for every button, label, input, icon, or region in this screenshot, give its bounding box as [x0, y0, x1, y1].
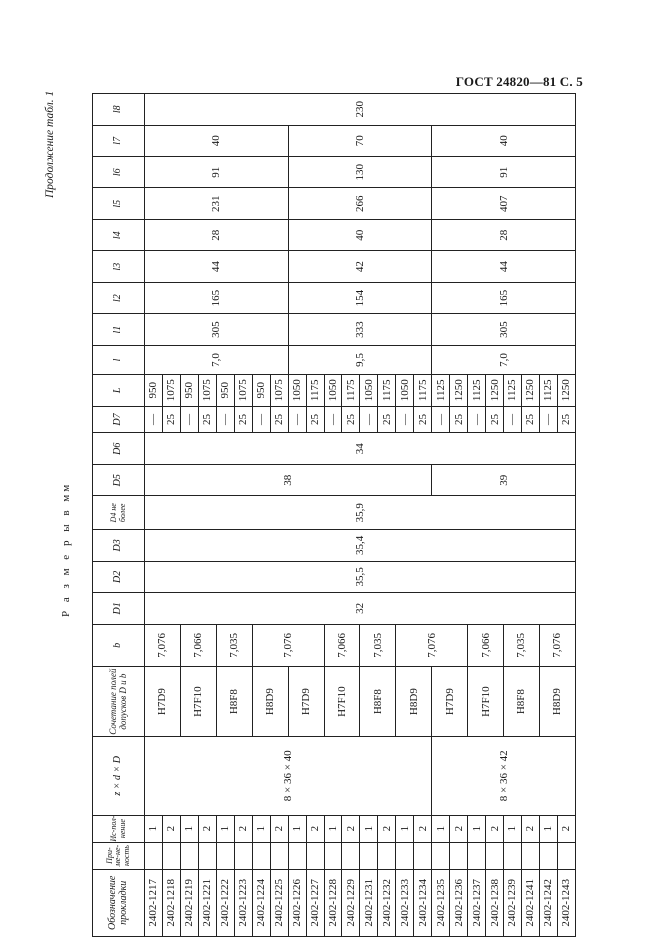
sochet-cell: H7D9: [288, 667, 324, 737]
L-cell: 1050: [288, 375, 306, 406]
D7-cell: —: [432, 406, 450, 433]
ispol-cell: 1: [360, 815, 378, 842]
L-cell: 1175: [342, 375, 360, 406]
L-cell: 1050: [324, 375, 342, 406]
l5-cell: 231: [145, 188, 289, 219]
sochet-cell: H8F8: [216, 667, 252, 737]
ispol-cell: 1: [539, 815, 557, 842]
b-cell: 7,035: [504, 624, 540, 667]
L-cell: 950: [145, 375, 163, 406]
col-D7: D7: [93, 406, 145, 433]
ispol-cell: 1: [468, 815, 486, 842]
ispol-cell: 1: [180, 815, 198, 842]
col-b: b: [93, 624, 145, 667]
l6-cell: 91: [432, 157, 576, 188]
b-cell: 7,066: [324, 624, 360, 667]
ispol-cell: 2: [234, 815, 252, 842]
col-l8: l8: [93, 94, 145, 126]
col-D3: D3: [93, 530, 145, 561]
l5-cell: 266: [288, 188, 432, 219]
oboz-cell: 2402-1235: [432, 869, 450, 936]
l4-cell: 28: [145, 219, 289, 250]
L-cell: 1075: [198, 375, 216, 406]
D7-cell: 25: [234, 406, 252, 433]
oboz-cell: 2402-1226: [288, 869, 306, 936]
oboz-cell: 2402-1221: [198, 869, 216, 936]
table-row: [145, 94, 163, 937]
L-cell: 1050: [396, 375, 414, 406]
D7-cell: —: [324, 406, 342, 433]
oboz-cell: 2402-1237: [468, 869, 486, 936]
D7-cell: 25: [414, 406, 432, 433]
col-sochet: Сочетание полей допусков D и b: [93, 667, 145, 737]
prim-cell: [414, 842, 432, 869]
oboz-cell: 2402-1234: [414, 869, 432, 936]
prim-cell: [252, 842, 270, 869]
ispol-cell: 1: [252, 815, 270, 842]
b-cell: 7,035: [216, 624, 252, 667]
prim-cell: [180, 842, 198, 869]
prim-cell: [468, 842, 486, 869]
l1-cell: 305: [432, 314, 576, 345]
oboz-cell: 2402-1223: [234, 869, 252, 936]
D7-cell: —: [504, 406, 522, 433]
b-cell: 7,035: [360, 624, 396, 667]
ispol-cell: 1: [504, 815, 522, 842]
b-cell: 7,076: [252, 624, 324, 667]
D7-cell: 25: [557, 406, 575, 433]
l6-cell: 91: [145, 157, 289, 188]
l3-cell: 44: [145, 251, 289, 282]
D7-cell: 25: [270, 406, 288, 433]
l4-cell: 40: [288, 219, 432, 250]
oboz-cell: 2402-1243: [557, 869, 575, 936]
prim-cell: [522, 842, 540, 869]
prim-cell: [504, 842, 522, 869]
ispol-cell: 1: [324, 815, 342, 842]
ispol-cell: 2: [342, 815, 360, 842]
l-cell: 7,0: [145, 345, 289, 374]
l7-cell: 70: [288, 125, 432, 156]
sochet-cell: H8F8: [360, 667, 396, 737]
prim-cell: [198, 842, 216, 869]
D7-cell: —: [216, 406, 234, 433]
L-cell: 950: [216, 375, 234, 406]
dimensions-table: [92, 93, 576, 937]
b-cell: 7,066: [468, 624, 504, 667]
sochet-cell: H7D9: [145, 667, 181, 737]
oboz-cell: 2402-1231: [360, 869, 378, 936]
prim-cell: [450, 842, 468, 869]
prim-cell: [162, 842, 180, 869]
table-wrapper: [92, 93, 575, 937]
ispol-cell: 2: [306, 815, 324, 842]
prim-cell: [306, 842, 324, 869]
oboz-cell: 2402-1225: [270, 869, 288, 936]
col-D1: D1: [93, 593, 145, 624]
ispol-cell: 2: [378, 815, 396, 842]
oboz-cell: 2402-1242: [539, 869, 557, 936]
col-l2: l2: [93, 282, 145, 313]
ispol-cell: 2: [414, 815, 432, 842]
L-cell: 1125: [432, 375, 450, 406]
prim-cell: [288, 842, 306, 869]
L-cell: 1125: [539, 375, 557, 406]
l2-cell: 154: [288, 282, 432, 313]
D7-cell: —: [539, 406, 557, 433]
oboz-cell: 2402-1238: [486, 869, 504, 936]
ispol-cell: 2: [486, 815, 504, 842]
oboz-cell: 2402-1228: [324, 869, 342, 936]
oboz-cell: 2402-1227: [306, 869, 324, 936]
L-cell: 1250: [522, 375, 540, 406]
l5-cell: 407: [432, 188, 576, 219]
b-cell: 7,076: [539, 624, 575, 667]
sochet-cell: H8D9: [396, 667, 432, 737]
col-oboz: Обозначение прокладки: [93, 869, 145, 936]
col-D6: D6: [93, 433, 145, 464]
D7-cell: —: [360, 406, 378, 433]
L-cell: 1075: [270, 375, 288, 406]
col-zdD: z × d × D: [93, 736, 145, 815]
prim-cell: [378, 842, 396, 869]
ispol-cell: 2: [162, 815, 180, 842]
col-l4: l4: [93, 219, 145, 250]
l-cell: 7,0: [432, 345, 576, 374]
ispol-cell: 2: [270, 815, 288, 842]
l8-cell: 230: [145, 94, 576, 126]
D2-cell: 35,5: [145, 561, 576, 592]
D3-cell: 35,4: [145, 530, 576, 561]
col-l5: l5: [93, 188, 145, 219]
col-l: l: [93, 345, 145, 374]
ispol-cell: 2: [198, 815, 216, 842]
l3-cell: 44: [432, 251, 576, 282]
table-caption: Продолжение табл. 1: [44, 90, 56, 198]
col-ispol: Ис-пол-нение: [93, 815, 145, 842]
l-cell: 9,5: [288, 345, 432, 374]
L-cell: 1175: [378, 375, 396, 406]
D7-cell: 25: [522, 406, 540, 433]
zdD-cell: 8 × 36 × 42: [432, 736, 576, 815]
D5-cell: 39: [432, 464, 576, 495]
col-D5: D5: [93, 464, 145, 495]
oboz-cell: 2402-1217: [145, 869, 163, 936]
prim-cell: [360, 842, 378, 869]
b-cell: 7,076: [396, 624, 468, 667]
zdD-cell: 8 × 36 × 40: [145, 736, 432, 815]
prim-cell: [557, 842, 575, 869]
oboz-cell: 2402-1241: [522, 869, 540, 936]
L-cell: 1175: [414, 375, 432, 406]
D7-cell: —: [145, 406, 163, 433]
sochet-cell: H7F10: [180, 667, 216, 737]
D5-cell: 38: [145, 464, 432, 495]
prim-cell: [396, 842, 414, 869]
l1-cell: 333: [288, 314, 432, 345]
sochet-cell: H8F8: [504, 667, 540, 737]
page-header: ГОСТ 24820—81 С. 5: [455, 74, 583, 89]
L-cell: 1125: [468, 375, 486, 406]
b-cell: 7,076: [145, 624, 181, 667]
D7-cell: —: [252, 406, 270, 433]
l1-cell: 305: [145, 314, 289, 345]
prim-cell: [234, 842, 252, 869]
L-cell: 950: [180, 375, 198, 406]
D1-cell: 32: [145, 593, 576, 624]
l7-cell: 40: [145, 125, 289, 156]
b-cell: 7,066: [180, 624, 216, 667]
D6-cell: 34: [145, 433, 576, 464]
oboz-cell: 2402-1224: [252, 869, 270, 936]
D7-cell: 25: [378, 406, 396, 433]
ispol-cell: 1: [216, 815, 234, 842]
col-D4: D4 не более: [93, 496, 145, 530]
oboz-cell: 2402-1219: [180, 869, 198, 936]
sochet-cell: H7D9: [432, 667, 468, 737]
prim-cell: [216, 842, 234, 869]
D7-cell: —: [396, 406, 414, 433]
l7-cell: 40: [432, 125, 576, 156]
oboz-cell: 2402-1232: [378, 869, 396, 936]
D7-cell: 25: [450, 406, 468, 433]
oboz-cell: 2402-1239: [504, 869, 522, 936]
table-body: [145, 94, 576, 937]
D7-cell: 25: [162, 406, 180, 433]
l3-cell: 42: [288, 251, 432, 282]
col-l6: l6: [93, 157, 145, 188]
L-cell: 1075: [234, 375, 252, 406]
L-cell: 1075: [162, 375, 180, 406]
D7-cell: —: [468, 406, 486, 433]
oboz-cell: 2402-1236: [450, 869, 468, 936]
dimensions-label: Р а з м е р ы в мм: [60, 481, 72, 617]
D7-cell: 25: [342, 406, 360, 433]
sochet-cell: H7F10: [324, 667, 360, 737]
ispol-cell: 1: [432, 815, 450, 842]
prim-cell: [270, 842, 288, 869]
L-cell: 1250: [486, 375, 504, 406]
oboz-cell: 2402-1222: [216, 869, 234, 936]
prim-cell: [145, 842, 163, 869]
D7-cell: —: [288, 406, 306, 433]
ispol-cell: 1: [145, 815, 163, 842]
D7-cell: 25: [306, 406, 324, 433]
oboz-cell: 2402-1233: [396, 869, 414, 936]
prim-cell: [342, 842, 360, 869]
D4-cell: 35,9: [145, 496, 576, 530]
sochet-cell: H7F10: [468, 667, 504, 737]
prim-cell: [324, 842, 342, 869]
prim-cell: [432, 842, 450, 869]
ispol-cell: 2: [450, 815, 468, 842]
D7-cell: 25: [486, 406, 504, 433]
header-row: [93, 94, 145, 937]
L-cell: 1050: [360, 375, 378, 406]
D7-cell: 25: [198, 406, 216, 433]
sochet-cell: H8D9: [539, 667, 575, 737]
l4-cell: 28: [432, 219, 576, 250]
l6-cell: 130: [288, 157, 432, 188]
ispol-cell: 1: [288, 815, 306, 842]
l2-cell: 165: [145, 282, 289, 313]
ispol-cell: 2: [522, 815, 540, 842]
l2-cell: 165: [432, 282, 576, 313]
L-cell: 1125: [504, 375, 522, 406]
D7-cell: —: [180, 406, 198, 433]
ispol-cell: 1: [396, 815, 414, 842]
col-l3: l3: [93, 251, 145, 282]
L-cell: 950: [252, 375, 270, 406]
col-D2: D2: [93, 561, 145, 592]
col-l1: l1: [93, 314, 145, 345]
L-cell: 1250: [557, 375, 575, 406]
ispol-cell: 2: [557, 815, 575, 842]
L-cell: 1250: [450, 375, 468, 406]
col-L: L: [93, 375, 145, 406]
prim-cell: [539, 842, 557, 869]
sochet-cell: H8D9: [252, 667, 288, 737]
L-cell: 1175: [306, 375, 324, 406]
prim-cell: [486, 842, 504, 869]
col-l7: l7: [93, 125, 145, 156]
oboz-cell: 2402-1229: [342, 869, 360, 936]
oboz-cell: 2402-1218: [162, 869, 180, 936]
col-prim: При-ме-не-ность: [93, 842, 145, 869]
